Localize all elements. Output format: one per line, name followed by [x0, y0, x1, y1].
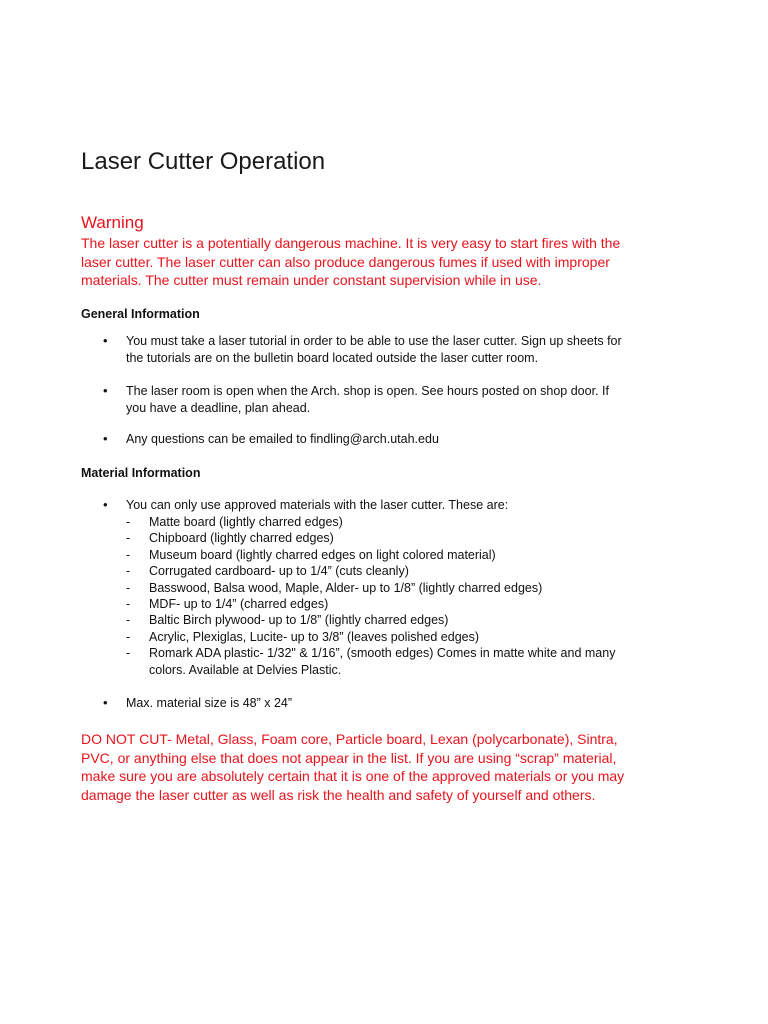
do-not-cut-line: damage the laser cutter as well as risk the health and safety of yourself and others. [81, 786, 596, 803]
warning-heading: Warning [81, 213, 144, 232]
general-item-line: Any questions can be emailed to findling@arch.utah.edu [126, 432, 439, 446]
do-not-cut-line: PVC, or anything else that does not appear in the list. If you are using “scrap” material, [81, 749, 617, 766]
material-list-item-label: Baltic Birch plywood- up to 1/8” (lightly charred edges) [149, 613, 449, 628]
dash: - [126, 564, 131, 579]
material-list-item-label: Acrylic, Plexiglas, Lucite- up to 3/8” (leaves polished edges) [149, 629, 480, 644]
material-list-item-label: Matte board (lightly charred edges) [149, 515, 343, 529]
general-item-line: the tutorials are on the bulletin board located outside the laser cutter room. [126, 351, 539, 365]
dash: - [126, 547, 131, 562]
general-information-heading: General Information [81, 307, 200, 321]
material-list-item [126, 563, 409, 579]
bullet-icon: • [103, 431, 108, 446]
dash: - [126, 531, 131, 546]
dash: - [126, 629, 131, 644]
material-list-item-label: Chipboard (lightly charred edges) [149, 531, 334, 546]
material-list-item [126, 547, 496, 563]
warning-line: laser cutter. The laser cutter can also produce dangerous fumes if used with improper [81, 253, 610, 270]
material-list-item [126, 645, 615, 661]
dash: - [126, 646, 131, 661]
general-item [126, 383, 609, 417]
dash: - [126, 597, 131, 611]
warning-paragraph [81, 234, 681, 290]
material-list-item-label: Basswood, Balsa wood, Maple, Alder- up to 1/8” (lightly charred edges) [149, 580, 543, 595]
warning-line: materials. The cutter must remain under constant supervision while in use. [81, 272, 542, 288]
general-item [126, 333, 622, 367]
material-list-item [126, 629, 479, 645]
bullet-icon: • [103, 695, 108, 710]
bullet-icon: • [103, 333, 108, 348]
material-list-item-label: MDF- up to 1/4” (charred edges) [149, 597, 329, 611]
general-item-line: The laser room is open when the Arch. shop is open. See hours posted on shop door. If [126, 384, 609, 398]
material-information-heading: Material Information [81, 466, 201, 480]
general-item-line: you have a deadline, plan ahead. [126, 401, 311, 415]
dash: - [126, 515, 131, 529]
max-size-item: Max. material size is 48” x 24” [126, 696, 293, 710]
do-not-cut-line: make sure you are absolutely certain that it is one of the approved materials or you may [81, 768, 625, 784]
material-list-item-label: Museum board (lightly charred edges on light colored material) [149, 547, 496, 562]
general-item-line: You must take a laser tutorial in order to be able to use the laser cutter. Sign up sheets for [126, 334, 622, 348]
bullet-icon: • [103, 497, 108, 512]
dash: - [126, 580, 131, 595]
material-list-item [126, 514, 343, 530]
warning-line: The laser cutter is a potentially dangerous machine. It is very easy to start fires with the [81, 235, 621, 251]
material-list-item-label: Romark ADA plastic- 1/32" & 1/16”, (smooth edges) Comes in matte white and many [149, 646, 616, 661]
do-not-cut-paragraph [81, 730, 681, 804]
page-title: Laser Cutter Operation [81, 148, 326, 175]
material-intro: You can only use approved materials with the laser cutter. These are: [126, 498, 509, 512]
material-list-item [126, 580, 542, 596]
material-list-item-label: Corrugated cardboard- up to 1/4” (cuts cleanly) [149, 564, 409, 579]
do-not-cut-line: DO NOT CUT- Metal, Glass, Foam core, Particle board, Lexan (polycarbonate), Sintra, [81, 731, 618, 747]
material-list-item [126, 612, 448, 628]
dash: - [126, 613, 131, 628]
bullet-icon: • [103, 383, 108, 398]
material-list-continuation: colors. Available at Delvies Plastic. [149, 662, 342, 677]
material-list-item [126, 596, 328, 612]
material-list-item [126, 530, 334, 546]
general-item [126, 431, 439, 448]
